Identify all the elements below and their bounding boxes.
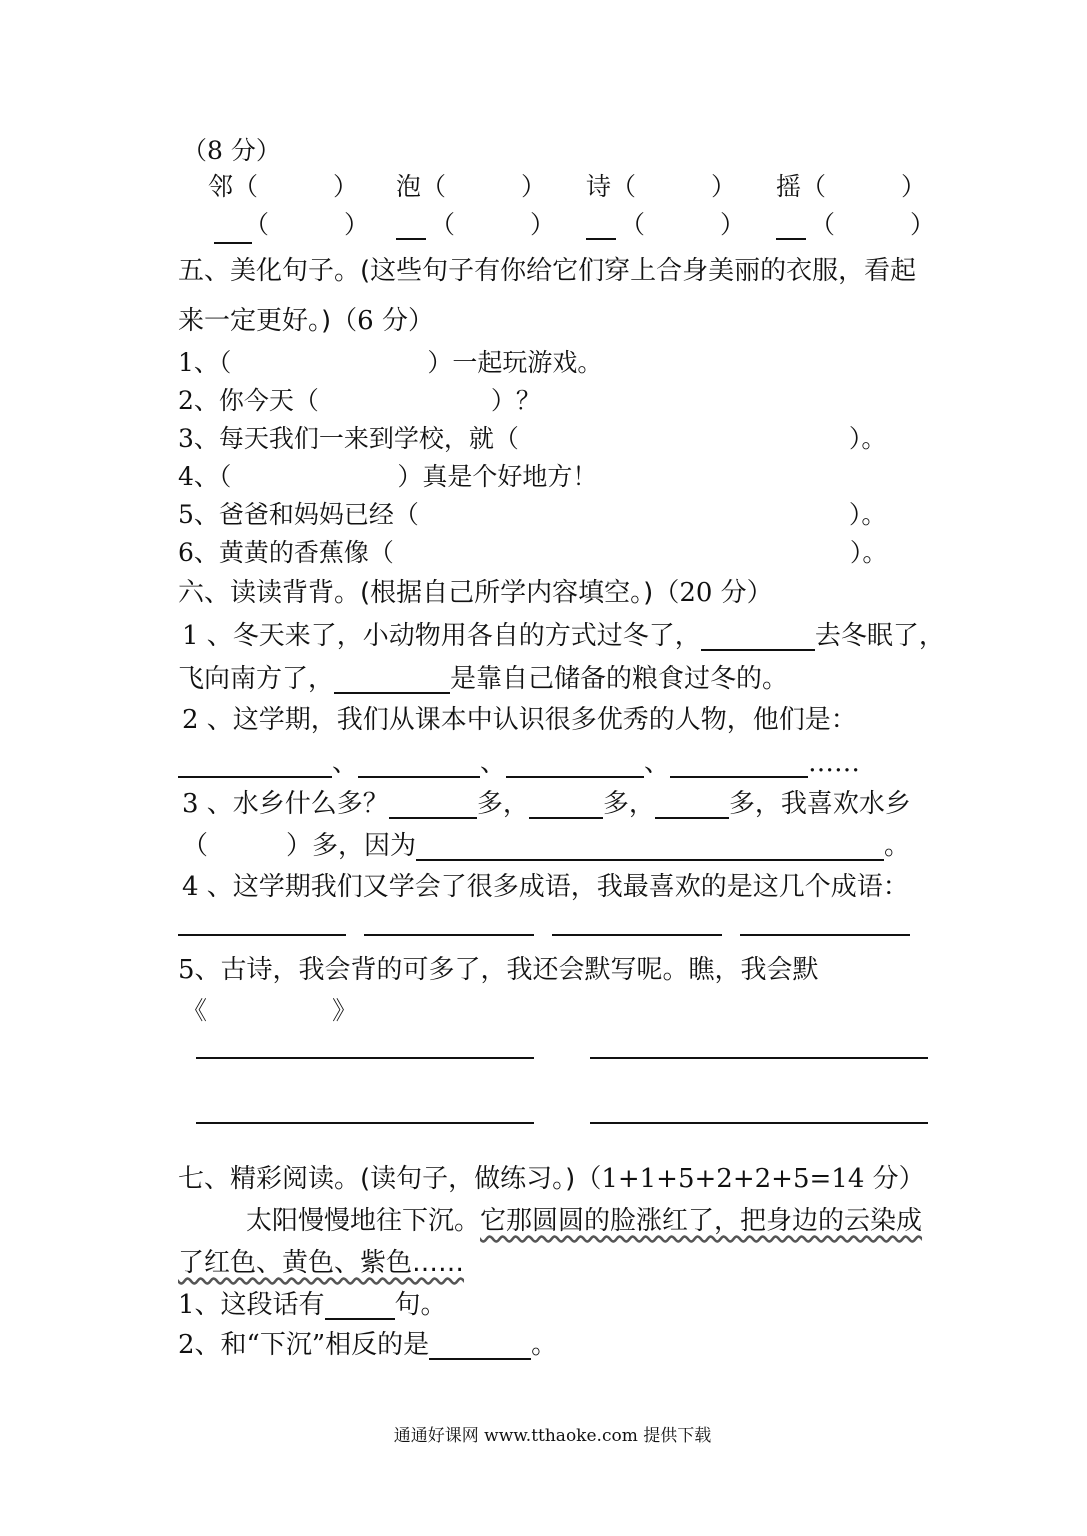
- section-instruction: (读句子，做练习。): [360, 1164, 576, 1194]
- sentence-item: 4、（ ）真是个好地方！: [178, 462, 598, 491]
- answer-blank[interactable]: [325, 1292, 395, 1320]
- answer-paren[interactable]: （ ）: [244, 210, 370, 239]
- answer-paren[interactable]: （ ）: [430, 210, 556, 239]
- idiom-blank[interactable]: [364, 934, 534, 936]
- section-instruction: (根据自己所学内容填空。): [360, 578, 654, 608]
- answer-paren[interactable]: （ ）: [620, 210, 746, 239]
- char-item: [586, 172, 736, 202]
- answer-paren[interactable]: （ ）: [611, 172, 737, 201]
- question-3: 3 、水乡什么多？ 多， 多， 多，我喜欢水乡: [182, 789, 911, 819]
- answer-blank[interactable]: [506, 750, 644, 778]
- sentence-item: 1、（ ）一起玩游戏。: [178, 348, 603, 377]
- question-2-blanks: 、 、 、 ……: [178, 748, 860, 778]
- sentence-item: 2、你今天（ ）？: [178, 386, 541, 415]
- section5-heading-cont: [178, 306, 434, 336]
- char-label: 诗: [586, 172, 612, 201]
- answer-paren[interactable]: （ ）: [233, 172, 359, 201]
- sentence-item: 5、爸爸和妈妈已经（ ）。: [178, 500, 887, 529]
- question-4: 4 、这学期我们又学会了很多成语，我最喜欢的是这几个成语：: [182, 872, 909, 902]
- poem-line[interactable]: [590, 1122, 928, 1124]
- section-score: （1+1+5+2+2+5=14 分）: [575, 1164, 925, 1194]
- passage-line: 太阳慢慢地往下沉。它那圆圆的脸涨红了，把身边的云染成: [246, 1206, 923, 1236]
- char-item: [208, 172, 358, 202]
- char-blank[interactable]: [214, 242, 252, 244]
- answer-paren[interactable]: （ ）: [801, 172, 927, 201]
- answer-blank[interactable]: [429, 1332, 531, 1360]
- idiom-blank[interactable]: [740, 934, 910, 936]
- sentence-item: 6、黄黄的香蕉像（ ）。: [178, 538, 888, 567]
- answer-paren[interactable]: （ ）: [810, 210, 936, 239]
- char-blank[interactable]: [396, 238, 426, 240]
- section-score: （20 分）: [653, 578, 773, 608]
- page-footer: 通通好课网 www.tthaoke.com 提供下载: [393, 1426, 712, 1446]
- section4-score: （8 分）: [182, 136, 281, 165]
- char-item: [396, 172, 546, 202]
- answer-paren[interactable]: （ ）: [421, 172, 547, 201]
- passage-line: [178, 1248, 464, 1278]
- answer-blank[interactable]: [178, 750, 332, 778]
- reading-question-2: 2、和“下沉”相反的是 。: [178, 1330, 558, 1360]
- section-instruction: (这些句子有你给它们穿上合身美丽的衣服，看起: [360, 256, 917, 286]
- section-title: 五、美化句子。: [178, 256, 361, 286]
- char-label: 摇: [776, 172, 802, 201]
- answer-blank[interactable]: [416, 833, 884, 861]
- poem-line[interactable]: [590, 1057, 928, 1059]
- idiom-blank[interactable]: [552, 934, 722, 936]
- question-1-cont: 飞向南方了， 是靠自己储备的粮食过冬的。: [178, 664, 789, 694]
- section-score: （6 分）: [331, 306, 434, 336]
- sentence-item: 3、每天我们一来到学校，就（ ）。: [178, 424, 887, 453]
- idiom-blank[interactable]: [178, 934, 346, 936]
- answer-blank[interactable]: [529, 791, 603, 819]
- char-label: 泡: [396, 172, 422, 201]
- answer-blank[interactable]: [655, 791, 729, 819]
- section7-heading: [178, 1164, 925, 1194]
- answer-blank[interactable]: [670, 750, 808, 778]
- underlined-sentence: 了红色、黄色、紫色……: [178, 1248, 465, 1278]
- question-3-cont: （ ）多，因为 。: [182, 831, 911, 861]
- section-instruction: 来一定更好。): [178, 306, 332, 336]
- poem-title-marks[interactable]: 《 》: [182, 996, 358, 1025]
- section-title: 七、精彩阅读。: [178, 1164, 361, 1194]
- question-2: 2 、这学期，我们从课本中认识很多优秀的人物，他们是：: [182, 705, 857, 735]
- section6-heading: [178, 578, 773, 608]
- answer-blank[interactable]: [701, 623, 815, 651]
- answer-blank[interactable]: [334, 666, 450, 694]
- reading-question-1: 1、这段话有 句。: [178, 1290, 447, 1320]
- answer-blank[interactable]: [389, 791, 477, 819]
- question-5: 5、古诗，我会背的可多了，我还会默写呢。瞧，我会默: [178, 955, 819, 985]
- answer-blank[interactable]: [358, 750, 480, 778]
- char-label: 邻: [208, 172, 234, 201]
- poem-line[interactable]: [196, 1122, 534, 1124]
- char-item: [776, 172, 926, 202]
- section-title: 六、读读背背。: [178, 578, 361, 608]
- char-blank[interactable]: [586, 238, 616, 240]
- section5-heading: [178, 256, 916, 286]
- char-blank[interactable]: [776, 238, 806, 240]
- question-1: 1 、冬天来了，小动物用各自的方式过冬了， 去冬眠了，: [182, 621, 945, 651]
- underlined-sentence: 它那圆圆的脸涨红了，把身边的云染成: [480, 1206, 923, 1236]
- poem-line[interactable]: [196, 1057, 534, 1059]
